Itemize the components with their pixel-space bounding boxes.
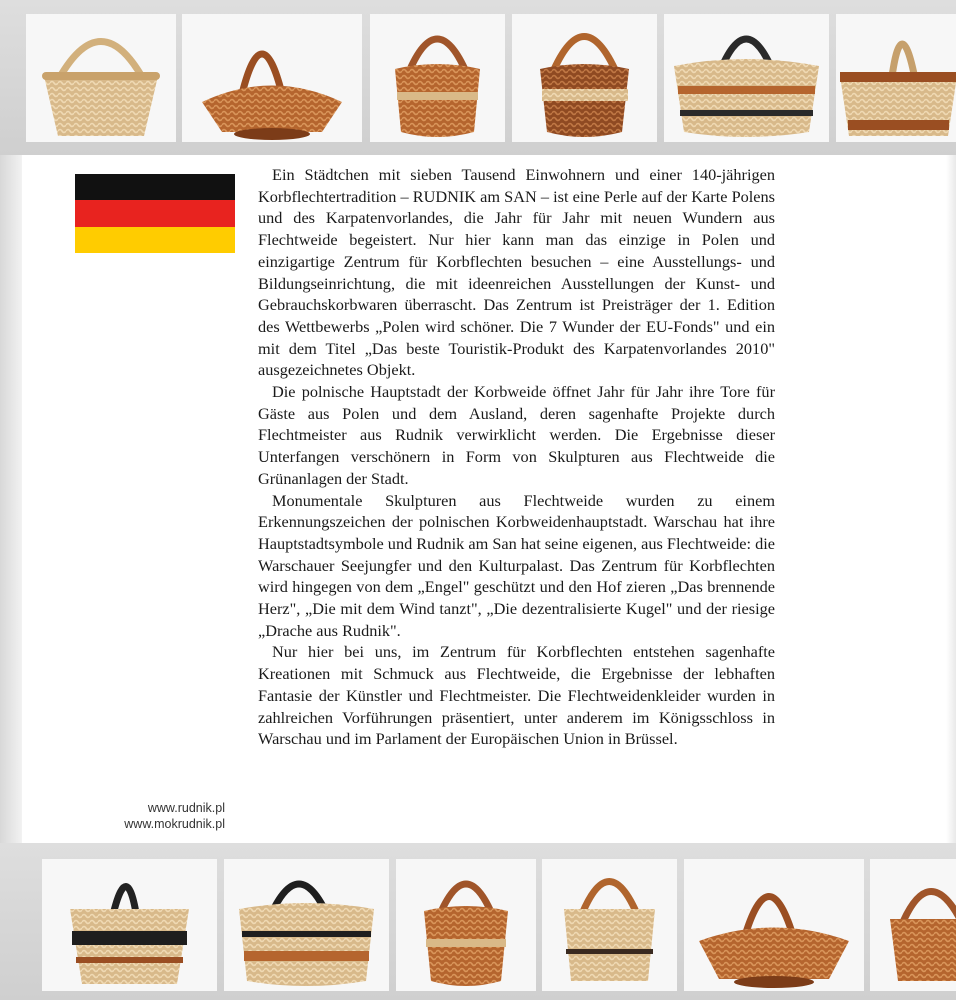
wicker-basket-black-striped-icon <box>42 859 217 991</box>
wicker-basket-partial-icon <box>870 859 956 991</box>
basket-photo <box>870 859 956 991</box>
basket-photo <box>42 859 217 991</box>
wicker-flat-basket-brown-icon <box>684 859 864 991</box>
basket-photo <box>370 14 505 142</box>
wicker-round-basket-brown-icon <box>370 14 505 142</box>
basket-photo <box>512 14 657 142</box>
bottom-photo-strip <box>0 843 956 1000</box>
wicker-oval-basket-dark-handle-icon <box>224 859 389 991</box>
basket-photo <box>664 14 829 142</box>
german-flag <box>75 174 235 253</box>
wicker-flat-basket-brown-icon <box>182 14 362 142</box>
page-edge <box>946 155 956 843</box>
wicker-square-basket-two-tone-icon <box>836 14 956 142</box>
flag-stripe-red <box>75 200 235 226</box>
top-photo-strip <box>0 0 956 155</box>
website-link-mokrudnik[interactable]: www.mokrudnik.pl <box>124 817 225 831</box>
article-paragraph: Ein Städtchen mit sieben Tausend Einwohnern und einer 140-jährigen Korbflechtertradition – RUDNIK am SAN – ist eine Perle auf der Karte Polens und des Karpatenvorlandes, die Jahr für Jahr mit neuen Wundern aus Flechtweide begeistert. Nur hier kann man das einzige in Polen und einzigartige Zentrum für Korbflechten besuchen – eine Ausstellungs- und Bildungseinrichtung, die mit ideenreichen Ausstellungen der Kunst- und Gebrauchskorbwaren überrascht. Das Zentrum ist Preisträger der 1. Edition des Wettbewerbs „Polen wird schöner. Die 7 Wunder der EU-Fonds" und ein mit dem Titel „Das beste Touristik-Produkt des Karpatenvorlandes 2010" ausgezeichnetes Objekt. <box>258 165 775 380</box>
wicker-oval-basket-striped-icon <box>664 14 829 142</box>
basket-photo <box>684 859 864 991</box>
basket-photo <box>182 14 362 142</box>
article-paragraph: Nur hier bei uns, im Zentrum für Korbflechten entstehen sagenhafte Kreationen mit Schmuck aus Flechtweide, die Ergebnisse der lebhaften Fantasie der Künstler und Flechtmeister. Die Flechtweidenkleider wurden in zahlreichen Vorführungen präsentiert, unter anderem im Königsschloss in Warschau und im Parlament der Europäischen Union in Brüssel. <box>258 642 775 749</box>
wicker-square-basket-natural-icon <box>542 859 677 991</box>
article-paragraph: Monumentale Skulpturen aus Flechtweide wurden zu einem Erkennungszeichen der polnischen Korbweidenhauptstadt. Warschau hat ihre Hauptstadtsymbole und Rudnik am San hat seine eigenen, aus Flechtweide: die Warschauer Seejungfer und den Kulturpalast. Das Zentrum für Korbflechten wird hingegen von dem „Engel" geschützt und den Hof zieren „Das brennende Herz", „Die mit dem Wind tanzt", „Die dezentralisierte Kugel" und der riesige „Drache aus Rudnik". <box>258 490 775 640</box>
basket-photo <box>396 859 536 991</box>
basket-photo <box>542 859 677 991</box>
website-links <box>95 800 225 832</box>
basket-photo <box>836 14 956 142</box>
article-text <box>258 164 775 750</box>
website-link-rudnik[interactable]: www.rudnik.pl <box>147 801 225 815</box>
wicker-basket-natural-icon <box>26 14 176 142</box>
flag-stripe-gold <box>75 227 235 253</box>
basket-photo <box>26 14 176 142</box>
article-paragraph: Die polnische Hauptstadt der Korbweide öffnet Jahr für Jahr ihre Tore für Gäste aus Polen und dem Ausland, deren sagenhafte Projekte durch Flechtmeister aus Rudnik verwirklicht werden. Die Ergebnisse dieser Unterfangen verschönern in Form von Skulpturen aus Flechtweide die Grünanlagen der Stadt. <box>258 382 775 488</box>
wicker-round-basket-striped-icon <box>512 14 657 142</box>
wicker-round-basket-brown-icon <box>396 859 536 991</box>
basket-photo <box>224 859 389 991</box>
flag-stripe-black <box>75 174 235 200</box>
